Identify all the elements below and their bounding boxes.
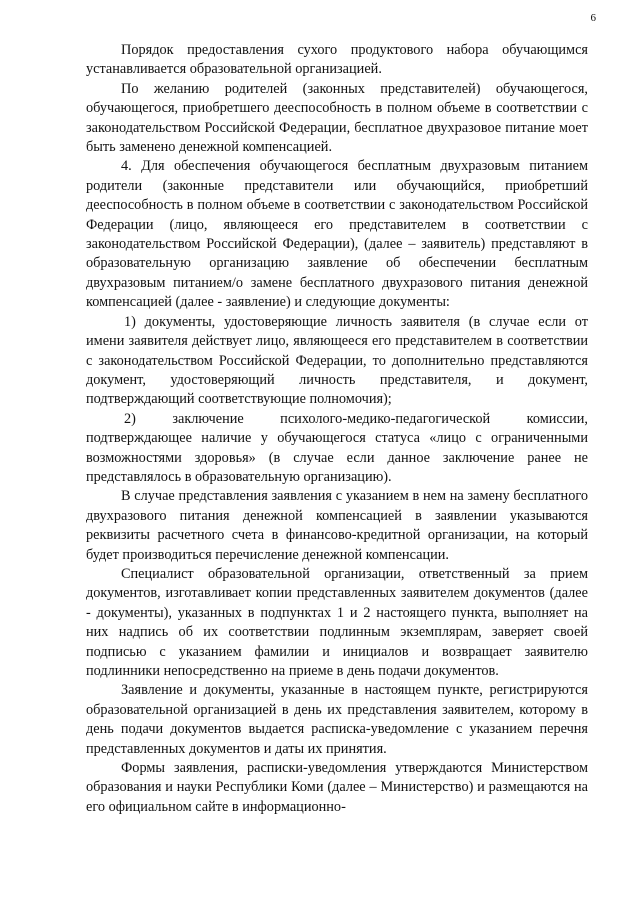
paragraph-item-4: 4. Для обеспечения обучающегося бесплатным двухразовым питанием родители (законные представители или обучающийся, приобретший дееспособность в полном объеме в соответствии с законодательством Российской Федерации (лицо, являющееся его представителем в соответствии с законодательством Российской Федерации), (далее – заявитель) представляют в образовательную организацию заявление об обеспечении бесплатным двухразовым питанием/о замене бесплатного двухразового питания денежной компенсацией (далее - заявление) и следующие документы: — [86, 158, 588, 311]
paragraph-subitem-2: 2) заключение психолого-медико-педагогической комиссии, подтверждающее наличие у обучающегося статуса «лицо с ограниченными возможностями здоровья» (в случае если данное заключение ранее не представлялось в образовательную организацию). — [86, 410, 588, 485]
document-body — [86, 41, 588, 817]
paragraph-bank-details: В случае представления заявления с указанием в нем на замену бесплатного двухразового питания денежной компенсацией в заявлении указываются реквизиты расчетного счета в финансово-кредитной организации, на который будет производиться перечисление денежной компенсации. — [86, 488, 588, 563]
paragraph-forms: Формы заявления, расписки-уведомления утверждаются Министерством образования и науки Республики Коми (далее – Министерство) и размещаются на его официальном сайте в информационно- — [86, 760, 588, 815]
paragraph-document-copies: Специалист образовательной организации, ответственный за прием документов, изготавливает копии представленных заявителем документов (далее - документы), указанных в подпунктах 1 и 2 настоящего пункта, выполняет на них надпись об их соответствии подлинным экземплярам, заверяет своей подписью с указанием фамилии и инициалов и возвращает заявителю подлинники непосредственно на приеме в день подачи документов. — [86, 565, 588, 679]
paragraph-dry-food-set: Порядок предоставления сухого продуктового набора обучающимся устанавливается образовательной организацией. — [86, 42, 588, 78]
paragraph-registration: Заявление и документы, указанные в настоящем пункте, регистрируются образовательной организацией в день их представления заявителем, которому в день подачи документов выдается расписка-уведомление с указанием перечня представленных документов и даты их принятия. — [86, 682, 588, 757]
paragraph-subitem-1: 1) документы, удостоверяющие личность заявителя (в случае если от имени заявителя действует лицо, являющееся его представителем в соответствии с законодательством Российской Федерации, то дополнительно представляются документ, удостоверяющий личность представителя, и документ, подтверждающий соответствующие полномочия); — [86, 313, 588, 408]
page-number: 6 — [590, 12, 596, 24]
paragraph-monetary-compensation: По желанию родителей (законных представителей) обучающегося, обучающегося, приобретшего дееспособность в полном объеме в соответствии с законодательством Российской Федерации, бесплатное двухразовое питание моет быть заменено денежной компенсацией. — [86, 80, 588, 156]
